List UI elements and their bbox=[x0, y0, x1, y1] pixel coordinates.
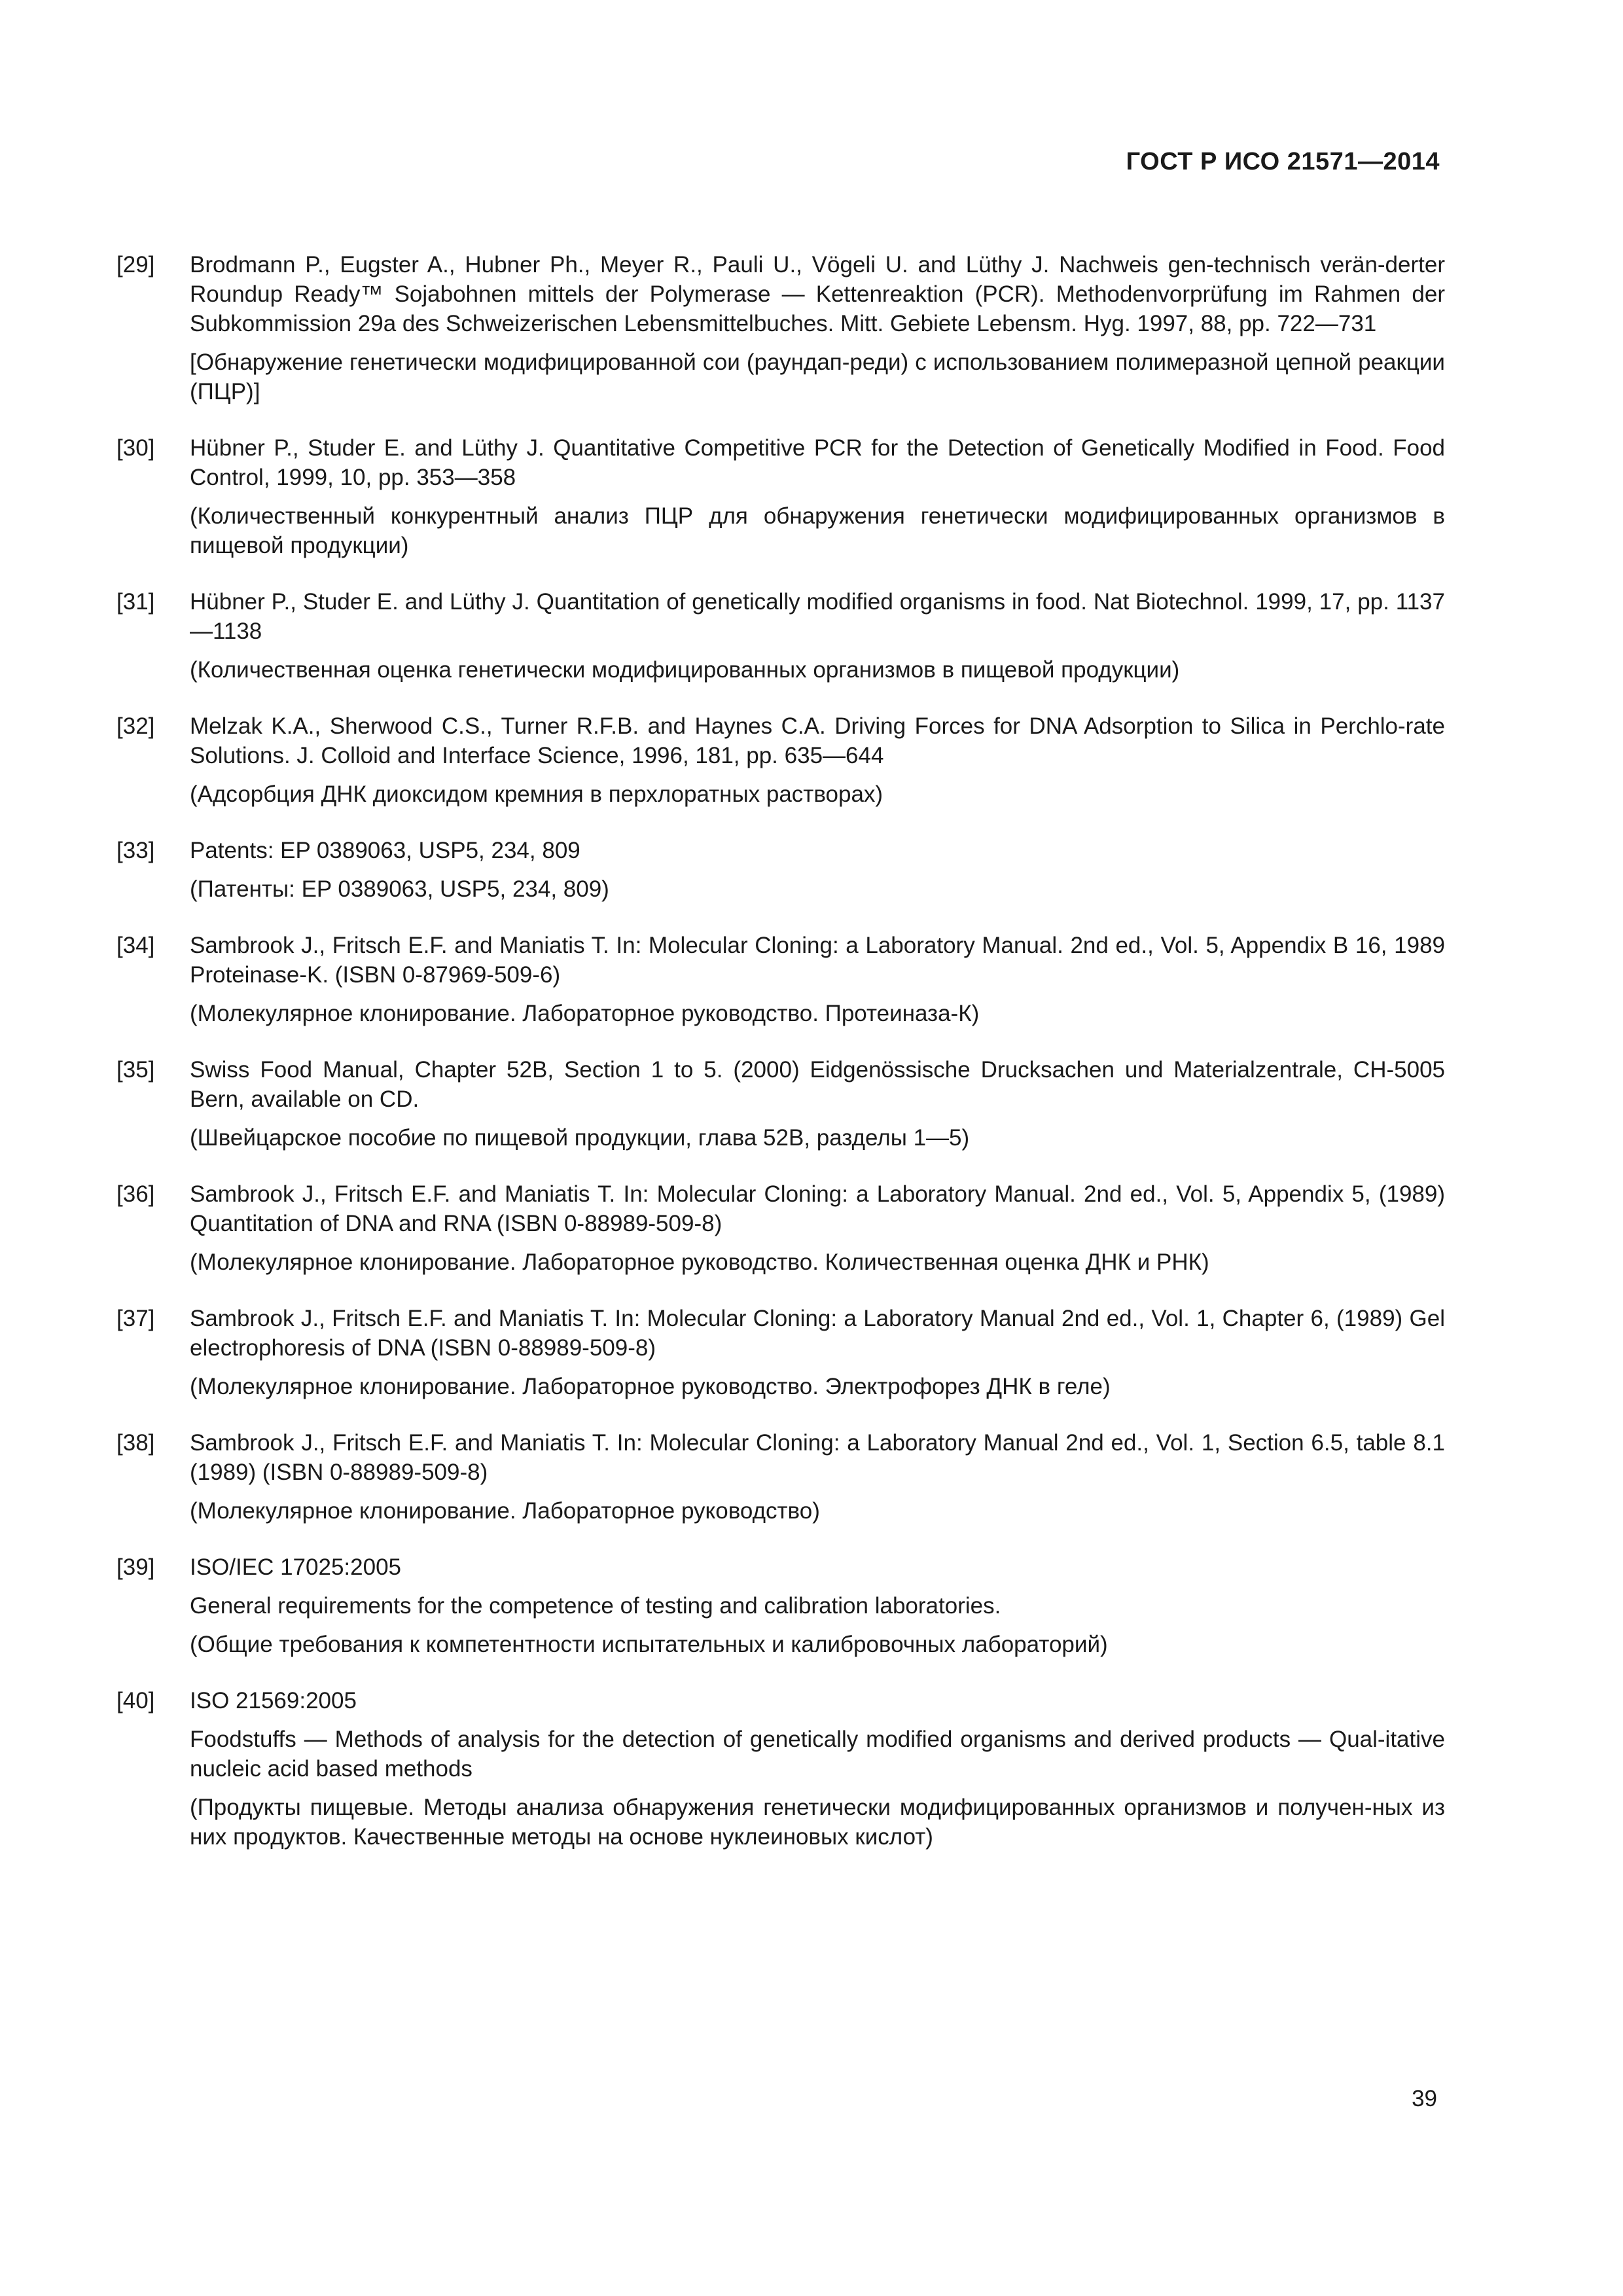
reference-translation: (Молекулярное клонирование. Лабораторное руководство. Протеиназа-К) bbox=[190, 1001, 980, 1026]
reference-body bbox=[190, 711, 1445, 809]
reference-item bbox=[116, 1552, 1445, 1659]
reference-number: [33] bbox=[116, 838, 155, 863]
reference-number: [30] bbox=[116, 435, 155, 461]
reference-citation: Sambrook J., Fritsch E.F. and Maniatis T. In: Molecular Cloning: a Laboratory Manual. 2nd ed., Vol. 5, Appendix 5, (1989) Quantitation of DNA and RNA (ISBN 0-88989-509-8) bbox=[190, 1181, 1445, 1236]
reference-translation: (Патенты: EP 0389063, USP5, 234, 809) bbox=[190, 876, 609, 902]
reference-citation: Sambrook J., Fritsch E.F. and Maniatis T. In: Molecular Cloning: a Laboratory Manual 2nd ed., Vol. 1, Chapter 6, (1989) Gel electrophoresis of DNA (ISBN 0-88989-509-8) bbox=[190, 1306, 1445, 1361]
reference-item bbox=[116, 836, 1445, 904]
reference-number: [37] bbox=[116, 1306, 155, 1331]
reference-number: [40] bbox=[116, 1688, 155, 1713]
reference-number: [32] bbox=[116, 713, 155, 739]
reference-body bbox=[190, 1428, 1445, 1526]
reference-translation: (Молекулярное клонирование. Лабораторное руководство. Электрофорез ДНК в геле) bbox=[190, 1374, 1111, 1399]
reference-translation: (Количественный конкурентный анализ ПЦР для обнаружения генетически модифицированных организмов в пищевой продукции) bbox=[190, 503, 1445, 558]
reference-item bbox=[116, 433, 1445, 560]
reference-translation: (Количественная оценка генетически модифицированных организмов в пищевой продукции) bbox=[190, 657, 1180, 683]
reference-translation: (Молекулярное клонирование. Лабораторное руководство) bbox=[190, 1498, 820, 1524]
reference-body bbox=[190, 433, 1445, 560]
reference-number: [35] bbox=[116, 1057, 155, 1083]
page-number: 39 bbox=[1412, 2086, 1437, 2111]
reference-translation: (Общие требования к компетентности испытательных и калибровочных лабораторий) bbox=[190, 1632, 1108, 1657]
reference-number: [36] bbox=[116, 1181, 155, 1207]
reference-number: [31] bbox=[116, 589, 155, 615]
reference-citation: General requirements for the competence of testing and calibration laboratories. bbox=[190, 1593, 1001, 1619]
reference-item bbox=[116, 1055, 1445, 1153]
reference-translation: (Швейцарское пособие по пищевой продукции, глава 52B, разделы 1—5) bbox=[190, 1125, 970, 1151]
reference-list bbox=[116, 250, 1445, 1878]
reference-citation: Melzak K.A., Sherwood C.S., Turner R.F.B. and Haynes C.A. Driving Forces for DNA Adsorption to Silica in Perchlo-rate Solutions. J. Colloid and Interface Science, 1996, 181, pp. 635—644 bbox=[190, 713, 1445, 768]
reference-citation: Hübner P., Studer E. and Lüthy J. Quantitative Competitive PCR for the Detection of Genetically Modified in Food. Food Control, 1999, 10, pp. 353—358 bbox=[190, 435, 1445, 490]
reference-body bbox=[190, 587, 1445, 685]
reference-number: [38] bbox=[116, 1430, 155, 1456]
reference-body bbox=[190, 836, 1445, 904]
reference-item bbox=[116, 1304, 1445, 1401]
reference-body bbox=[190, 1552, 1445, 1659]
reference-body bbox=[190, 1179, 1445, 1277]
reference-citation: Hübner P., Studer E. and Lüthy J. Quantitation of genetically modified organisms in food. Nat Biotechnol. 1999, 17, pp. 1137—1138 bbox=[190, 589, 1445, 644]
reference-translation: (Адсорбция ДНК диоксидом кремния в перхлоратных растворах) bbox=[190, 781, 883, 807]
reference-body bbox=[190, 1055, 1445, 1153]
reference-body bbox=[190, 1304, 1445, 1401]
reference-citation: Sambrook J., Fritsch E.F. and Maniatis T. In: Molecular Cloning: a Laboratory Manual 2nd ed., Vol. 1, Section 6.5, table 8.1 (1989) (ISBN 0-88989-509-8) bbox=[190, 1430, 1445, 1485]
reference-item bbox=[116, 711, 1445, 809]
reference-translation: (Молекулярное клонирование. Лабораторное руководство. Количественная оценка ДНК и РНК) bbox=[190, 1249, 1209, 1275]
reference-number: [39] bbox=[116, 1554, 155, 1580]
reference-citation: Swiss Food Manual, Chapter 52B, Section 1 to 5. (2000) Eidgenössische Drucksachen und Materialzentrale, CH-5005 Bern, available on CD. bbox=[190, 1057, 1445, 1112]
reference-item bbox=[116, 1428, 1445, 1526]
reference-body bbox=[190, 250, 1445, 406]
reference-standard-id: ISO/IEC 17025:2005 bbox=[190, 1554, 401, 1580]
reference-item bbox=[116, 1179, 1445, 1277]
reference-citation: Foodstuffs — Methods of analysis for the detection of genetically modified organisms and derived products — Qual-itative nucleic acid based methods bbox=[190, 1727, 1445, 1782]
reference-body bbox=[190, 1686, 1445, 1852]
document-header: ГОСТ Р ИСО 21571—2014 bbox=[1126, 148, 1440, 175]
reference-number: [34] bbox=[116, 933, 155, 958]
reference-translation: (Продукты пищевые. Методы анализа обнаружения генетически модифицированных организмов и получен-ных из них продуктов. Качественные методы на основе нуклеиновых кислот) bbox=[190, 1795, 1445, 1850]
reference-item bbox=[116, 931, 1445, 1028]
reference-translation: [Обнаружение генетически модифицированной сои (раундап-реди) с использованием полимеразной цепной реакции (ПЦР)] bbox=[190, 350, 1445, 404]
reference-number: [29] bbox=[116, 252, 155, 278]
reference-standard-id: ISO 21569:2005 bbox=[190, 1688, 357, 1713]
reference-body bbox=[190, 931, 1445, 1028]
reference-citation: Brodmann P., Eugster A., Hubner Ph., Meyer R., Pauli U., Vögeli U. and Lüthy J. Nachweis gen-technisch verän-derter Roundup Ready™ Sojabohnen mittels der Polymerase — Kettenreaktion (PCR). Methodenvorprüfung im Rahmen der Subkommission 29a des Schweizerischen Lebensmittelbuches. Mitt. Gebiete Lebensm. Hyg. 1997, 88, pp. 722—731 bbox=[190, 252, 1445, 336]
reference-item bbox=[116, 250, 1445, 406]
reference-item bbox=[116, 1686, 1445, 1852]
reference-item bbox=[116, 587, 1445, 685]
reference-citation: Patents: EP 0389063, USP5, 234, 809 bbox=[190, 838, 580, 863]
reference-citation: Sambrook J., Fritsch E.F. and Maniatis T. In: Molecular Cloning: a Laboratory Manual. 2nd ed., Vol. 5, Appendix B 16, 1989 Proteinase-K. (ISBN 0-87969-509-6) bbox=[190, 933, 1445, 988]
